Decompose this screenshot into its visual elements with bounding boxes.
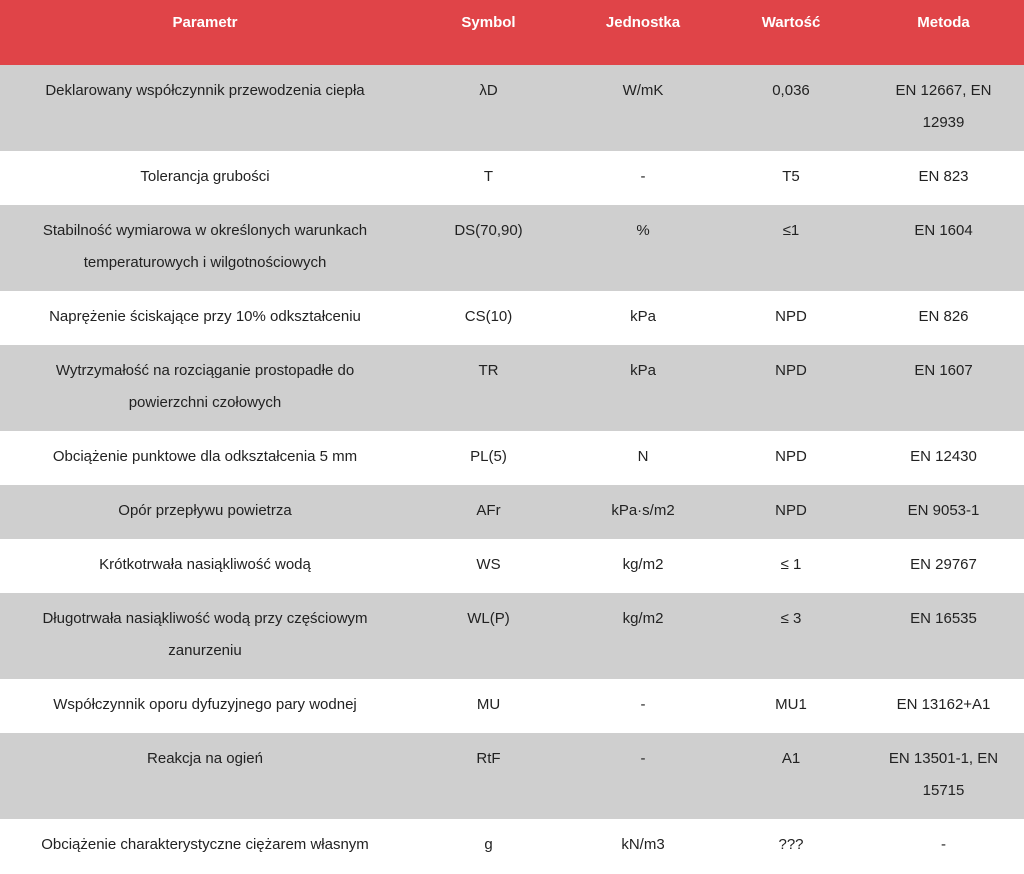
cell-jednostka: % xyxy=(636,222,650,239)
cell-jednostka: - xyxy=(640,750,646,767)
cell-wartosc: NPD xyxy=(775,308,807,325)
cell-wartosc: NPD xyxy=(775,502,807,519)
cell-parametr: Tolerancja grubości xyxy=(140,168,270,185)
cell-metoda: EN 29767 xyxy=(910,556,977,573)
cell-symbol: CS(10) xyxy=(464,308,513,325)
header-parametr: Parametr xyxy=(172,14,238,31)
cell-symbol: TR xyxy=(478,362,499,379)
header-metoda: Metoda xyxy=(917,14,970,31)
cell-symbol: WS xyxy=(476,556,501,573)
cell-metoda: EN 1607 xyxy=(914,362,973,379)
header-wartosc: Wartość xyxy=(761,14,821,31)
cell-metoda: EN 12430 xyxy=(910,448,977,465)
header-symbol: Symbol xyxy=(461,14,516,31)
cell-wartosc: T5 xyxy=(782,168,800,185)
cell-metoda: EN 13501-1, EN 15715 xyxy=(888,750,999,799)
cell-symbol: λD xyxy=(479,82,498,99)
cell-symbol: WL(P) xyxy=(467,610,510,627)
cell-jednostka: kPa·s/m2 xyxy=(611,502,675,519)
table-row xyxy=(0,733,1024,819)
cell-symbol: AFr xyxy=(476,502,501,519)
cell-metoda: - xyxy=(941,836,946,853)
cell-metoda: EN 826 xyxy=(918,308,969,325)
cell-jednostka: kPa xyxy=(630,308,656,325)
cell-wartosc: A1 xyxy=(781,750,801,767)
table-row xyxy=(0,151,1024,205)
cell-symbol: RtF xyxy=(476,750,501,767)
cell-jednostka: - xyxy=(640,168,646,185)
cell-wartosc: NPD xyxy=(775,362,807,379)
cell-parametr: Obciążenie punktowe dla odkształcenia 5 mm xyxy=(52,448,358,465)
cell-parametr: Reakcja na ogień xyxy=(147,750,263,767)
table-row xyxy=(0,65,1024,151)
cell-symbol: PL(5) xyxy=(470,448,507,465)
table-row xyxy=(0,291,1024,345)
cell-metoda: EN 12667, EN 12939 xyxy=(895,82,992,131)
cell-wartosc: NPD xyxy=(775,448,807,465)
cell-parametr: Wytrzymałość na rozciąganie prostopadłe do powierzchni czołowych xyxy=(55,362,355,411)
cell-parametr: Naprężenie ściskające przy 10% odkształceniu xyxy=(49,308,361,325)
table-row xyxy=(0,819,1024,874)
cell-symbol: MU xyxy=(476,696,501,713)
cell-parametr: Stabilność wymiarowa w określonych warunkach temperaturowych i wilgotnościowych xyxy=(42,222,368,271)
cell-parametr: Opór przepływu powietrza xyxy=(118,502,292,519)
cell-metoda: EN 9053-1 xyxy=(907,502,980,519)
cell-wartosc: ≤1 xyxy=(782,222,800,239)
cell-jednostka: kg/m2 xyxy=(622,610,664,627)
cell-symbol: T xyxy=(483,168,494,185)
cell-jednostka: kg/m2 xyxy=(622,556,664,573)
header-row xyxy=(0,0,1024,65)
cell-wartosc: ≤ 1 xyxy=(780,556,802,573)
cell-wartosc: 0,036 xyxy=(772,82,810,99)
cell-jednostka: - xyxy=(640,696,646,713)
table-row xyxy=(0,679,1024,733)
cell-jednostka: W/mK xyxy=(622,82,664,99)
table-row xyxy=(0,345,1024,431)
table-body xyxy=(0,65,1024,874)
cell-symbol: DS(70,90) xyxy=(454,222,523,239)
table-row xyxy=(0,431,1024,485)
cell-metoda: EN 13162+A1 xyxy=(896,696,991,713)
cell-metoda: EN 16535 xyxy=(910,610,977,627)
cell-parametr: Współczynnik oporu dyfuzyjnego pary wodnej xyxy=(53,696,357,713)
table-header xyxy=(0,0,1024,65)
cell-jednostka: kN/m3 xyxy=(621,836,665,853)
cell-metoda: EN 1604 xyxy=(914,222,973,239)
cell-wartosc: ??? xyxy=(778,836,804,853)
table-row xyxy=(0,485,1024,539)
table-row xyxy=(0,205,1024,291)
cell-jednostka: kPa xyxy=(630,362,656,379)
cell-metoda: EN 823 xyxy=(918,168,969,185)
cell-wartosc: MU1 xyxy=(775,696,807,713)
cell-symbol: g xyxy=(484,836,493,853)
cell-parametr: Deklarowany współczynnik przewodzenia ciepła xyxy=(45,82,365,99)
cell-parametr: Długotrwała nasiąkliwość wodą przy częściowym zanurzeniu xyxy=(42,610,368,659)
cell-parametr: Krótkotrwała nasiąkliwość wodą xyxy=(99,556,311,573)
header-jednostka: Jednostka xyxy=(605,14,681,31)
cell-parametr: Obciążenie charakterystyczne ciężarem własnym xyxy=(41,836,369,853)
table-row xyxy=(0,593,1024,679)
cell-jednostka: N xyxy=(637,448,649,465)
cell-wartosc: ≤ 3 xyxy=(780,610,802,627)
table-row xyxy=(0,539,1024,593)
